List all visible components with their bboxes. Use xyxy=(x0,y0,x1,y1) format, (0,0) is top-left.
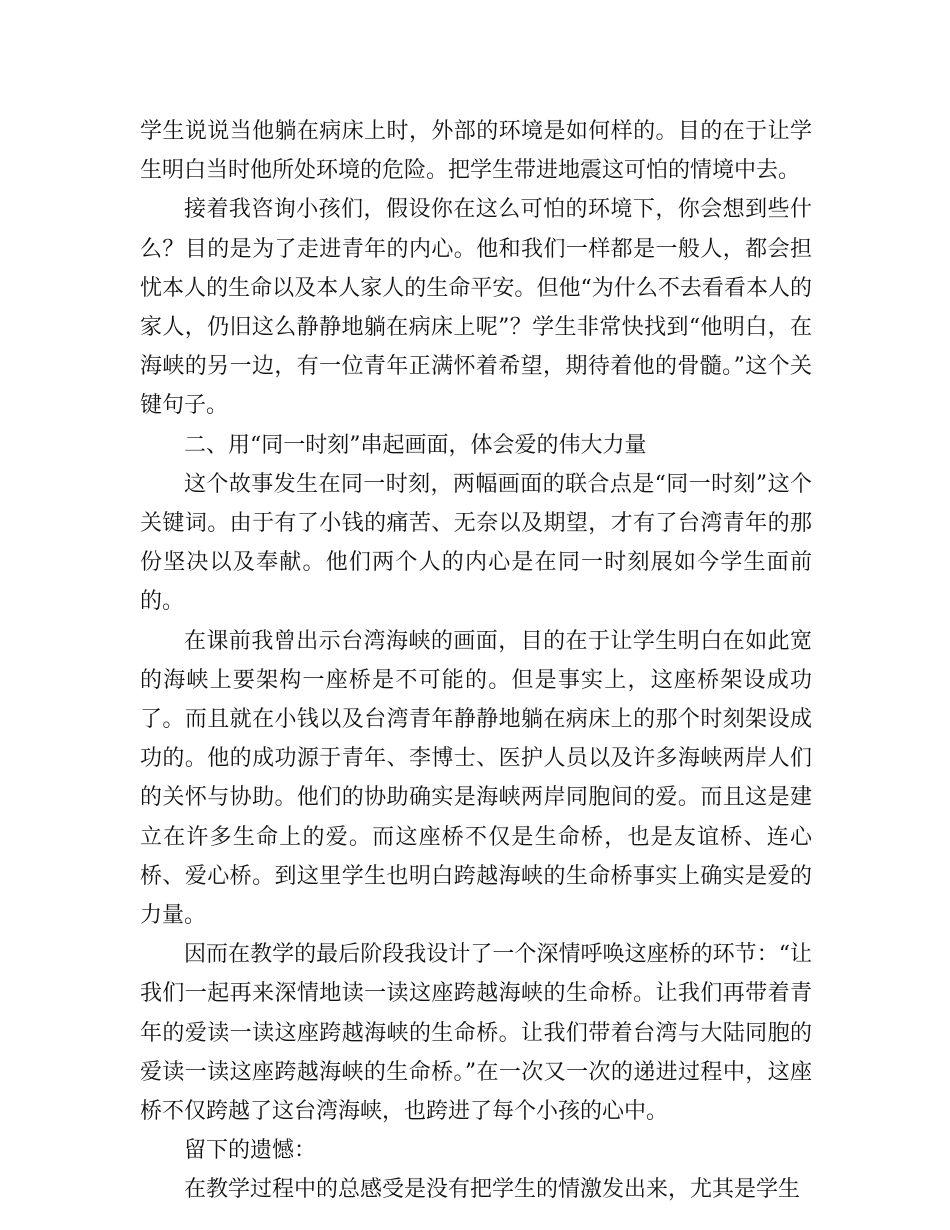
document-body xyxy=(140,112,812,1210)
paragraph-5: 因而在教学的最后阶段我设计了一个深情呼唤这座桥的环节：“让我们一起再来深情地读一读这座跨越海峡的生命桥。让我们再带着青年的爱读一读这座跨越海峡的生命桥。让我们带着台湾与大陆同胞的爱读一读这座跨越海峡的生命桥。”在一次又一次的递进过程中，这座桥不仅跨越了这台湾海峡，也跨进了每个小孩的心中。 xyxy=(140,942,812,1125)
subsection-label: 留下的遗憾： xyxy=(184,1138,317,1164)
section-heading: 二、用“同一时刻”串起画面，体会爱的伟大力量 xyxy=(184,432,647,458)
paragraph-6: 在教学过程中的总感受是没有把学生的情激发出来，尤其是学生 xyxy=(184,1177,801,1203)
paragraph-3: 这个故事发生在同一时刻，两幅画面的联合点是“同一时刻”这个关键词。由于有了小钱的痛苦、无奈以及期望，才有了台湾青年的那份坚决以及奉献。他们两个人的内心是在同一时刻展如今学生面前的。 xyxy=(140,471,812,615)
paragraph-2: 接着我咨询小孩们，假设你在这么可怕的环境下，你会想到些什么？目的是为了走进青年的内心。他和我们一样都是一般人，都会担忧本人的生命以及本人家人的生命平安。但他“为什么不去看看本人的家人，仍旧这么静静地躺在病床上呢”？学生非常快找到“他明白，在海峡的另一边，有一位青年正满怀着希望，期待着他的骨髓。”这个关键句子。 xyxy=(140,197,812,419)
paragraph-1: 学生说说当他躺在病床上时，外部的环境是如何样的。目的在于让学生明白当时他所处环境的危险。把学生带进地震这可怕的情境中去。 xyxy=(140,119,812,184)
paragraph-4: 在课前我曾出示台湾海峡的画面，目的在于让学生明白在如此宽的海峡上要架构一座桥是不可能的。但是事实上，这座桥架设成功了。而且就在小钱以及台湾青年静静地躺在病床上的那个时刻架设成功的。他的成功源于青年、李博士、医护人员以及许多海峡两岸人们的关怀与协助。他们的协助确实是海峡两岸同胞间的爱。而且这是建立在许多生命上的爱。而这座桥不仅是生命桥，也是友谊桥、连心桥、爱心桥。到这里学生也明白跨越海峡的生命桥事实上确实是爱的力量。 xyxy=(140,628,812,929)
